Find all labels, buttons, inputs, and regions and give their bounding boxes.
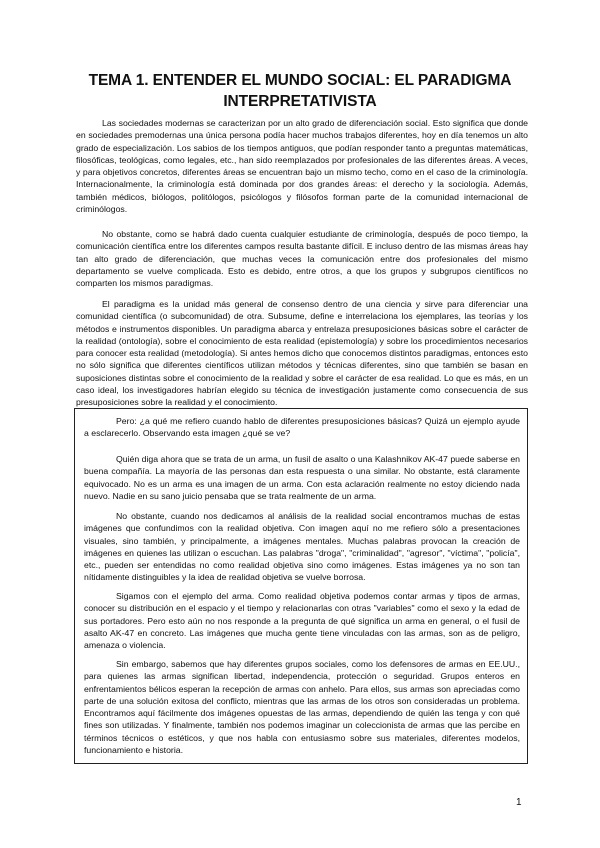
page-number: 1 <box>516 797 522 808</box>
box-paragraph-objective-reality: Sigamos con el ejemplo del arma. Como realidad objetiva podemos contar armas y tipos de armas, conocer su distribución en el espacio y el tiempo y relacionarlas con otras "variables" como el sexo y la edad de sus portadores. Pero esto aún no nos responde a la pregunta de qué significa un arma en general, o el fusil de asalto AK-47 en concreto. Las imágenes que mucha gente tiene vinculadas con las armas, son as de peligro, amenaza o violencia. <box>84 591 520 651</box>
paragraph-communication: No obstante, como se habrá dado cuenta cualquier estudiante de criminología, después de poco tiempo, la comunicación científica entre los diferentes campos resulta bastante difícil. E incluso dentro de las mismas áreas hay tan alto grado de diferenciación, que muchas veces la comunicación entre dos profesionales del mismo departamento se vuelve complicada. Esto es debido, entre otros, a que los grupos y subgrupos científicos no comparten los mismos paradigmas. <box>76 229 528 289</box>
paragraph-paradigm: El paradigma es la unidad más general de consenso dentro de una ciencia y sirve para diferenciar una comunidad científica (o subcomunidad) de otra. Subsume, define e interrelaciona los ejemplares, las teorías y los métodos e instrumentos disponibles. Un paradigma abarca y entrelaza presuposiciones básicas sobre el carácter de la realidad (ontología), sobre el conocimiento de esta realidad (epistemología) y sobre los procedimientos necesarios para conocer esta realidad (metodología). Si antes hemos dicho que conocemos distintos paradigmas, entonces esto no sólo significa que diferentes científicos utilizan métodos y técnicas diferentes, sino que también se basan en suposiciones distintas sobre el conocimiento de la realidad y sobre el carácter de esa realidad. Lo que es más, en un caso ideal, los investigadores habrían elegido su técnica de investigación justamente como consecuencia de sus presuposiciones sobre la realidad y el conocimiento. <box>76 299 528 408</box>
paragraph-intro: Las sociedades modernas se caracterizan por un alto grado de diferenciación social. Esto significa que donde en sociedades premodernas una única persona podía hacer muchos trabajos diferentes, hoy en día tenemos un alto grado de especialización. Los sabios de los tiempos antiguos, que podían responder tanto a preguntas matemáticas, filosóficas, teológicas, como legales, etc., han sido reemplazados por profesionales de las diferentes áreas. A veces, y para objetivos concretos, diferentes áreas se encuentran bajo un mismo techo, como en el caso de la criminología. Internacionalmente, la criminología está dominada por dos grandes áreas: el derecho y la sociología. Además, también médicos, biólogos, politólogos, psicólogos y filósofos forman parte de la comunidad internacional de criminólogos. <box>76 118 528 215</box>
box-paragraph-weapon: Quién diga ahora que se trata de un arma, un fusil de asalto o una Kalashnikov AK-47 puede saberse en buena compañía. La mayoría de las personas dan esta respuesta o una similar. No obstante, está claramente equivocado. No es un arma es una imagen de un arma. Con esta aclaración realmente no estoy diciendo nada nuevo. Nadie en su sano juicio pensaba que se trata realmente de un arma. <box>84 454 520 501</box>
box-paragraph-social-groups: Sin embargo, sabemos que hay diferentes grupos sociales, como los defensores de armas en EE.UU., para quienes las armas significan libertad, independencia, protección o seguridad. Grupos enteros en enfrentamientos bélicos esperan la recepción de armas con anhelo. Para ellos, sus armas son apreciadas como parte de una solución exitosa del conflicto, mientras que las armas de los otros son consideradas un problema. Encontramos aquí fácilmente dos imágenes opuestas de las armas, dependiendo de quién las tenga y con qué fines son utilizadas. Y finalmente, también nos podemos imaginar un coleccionista de armas que las percibe en términos técnicos o estéticos, y que nos habla con entusiasmo sobre sus materiales, diferentes modelos, funcionamiento e historia. <box>84 659 520 756</box>
page-title: TEMA 1. ENTENDER EL MUNDO SOCIAL: EL PARADIGMA INTERPRETATIVISTA <box>88 72 512 110</box>
box-paragraph-images: No obstante, cuando nos dedicamos al análisis de la realidad social encontramos muchas de estas imágenes que confundimos con la realidad objetiva. Con imagen aquí no me refiero sólo a presentaciones visuales, sino también, y principalmente, a imágenes mentales. Muchas palabras provocan la creación de imágenes en quienes las utilizan o escuchan. Las palabras "droga", "criminalidad", "agresor", "víctima", "policía", etc., pueden ser entendidas no como realidad objetiva sino como imágenes. Estas imágenes ya no son tan nítidamente distinguibles y la idea de realidad objetiva se vuelve borrosa. <box>84 511 520 583</box>
box-paragraph-question: Pero: ¿a qué me refiero cuando hablo de diferentes presuposiciones básicas? Quizá un ejemplo ayude a esclarecerlo. Observando esta imagen ¿qué se ve? <box>84 416 520 439</box>
